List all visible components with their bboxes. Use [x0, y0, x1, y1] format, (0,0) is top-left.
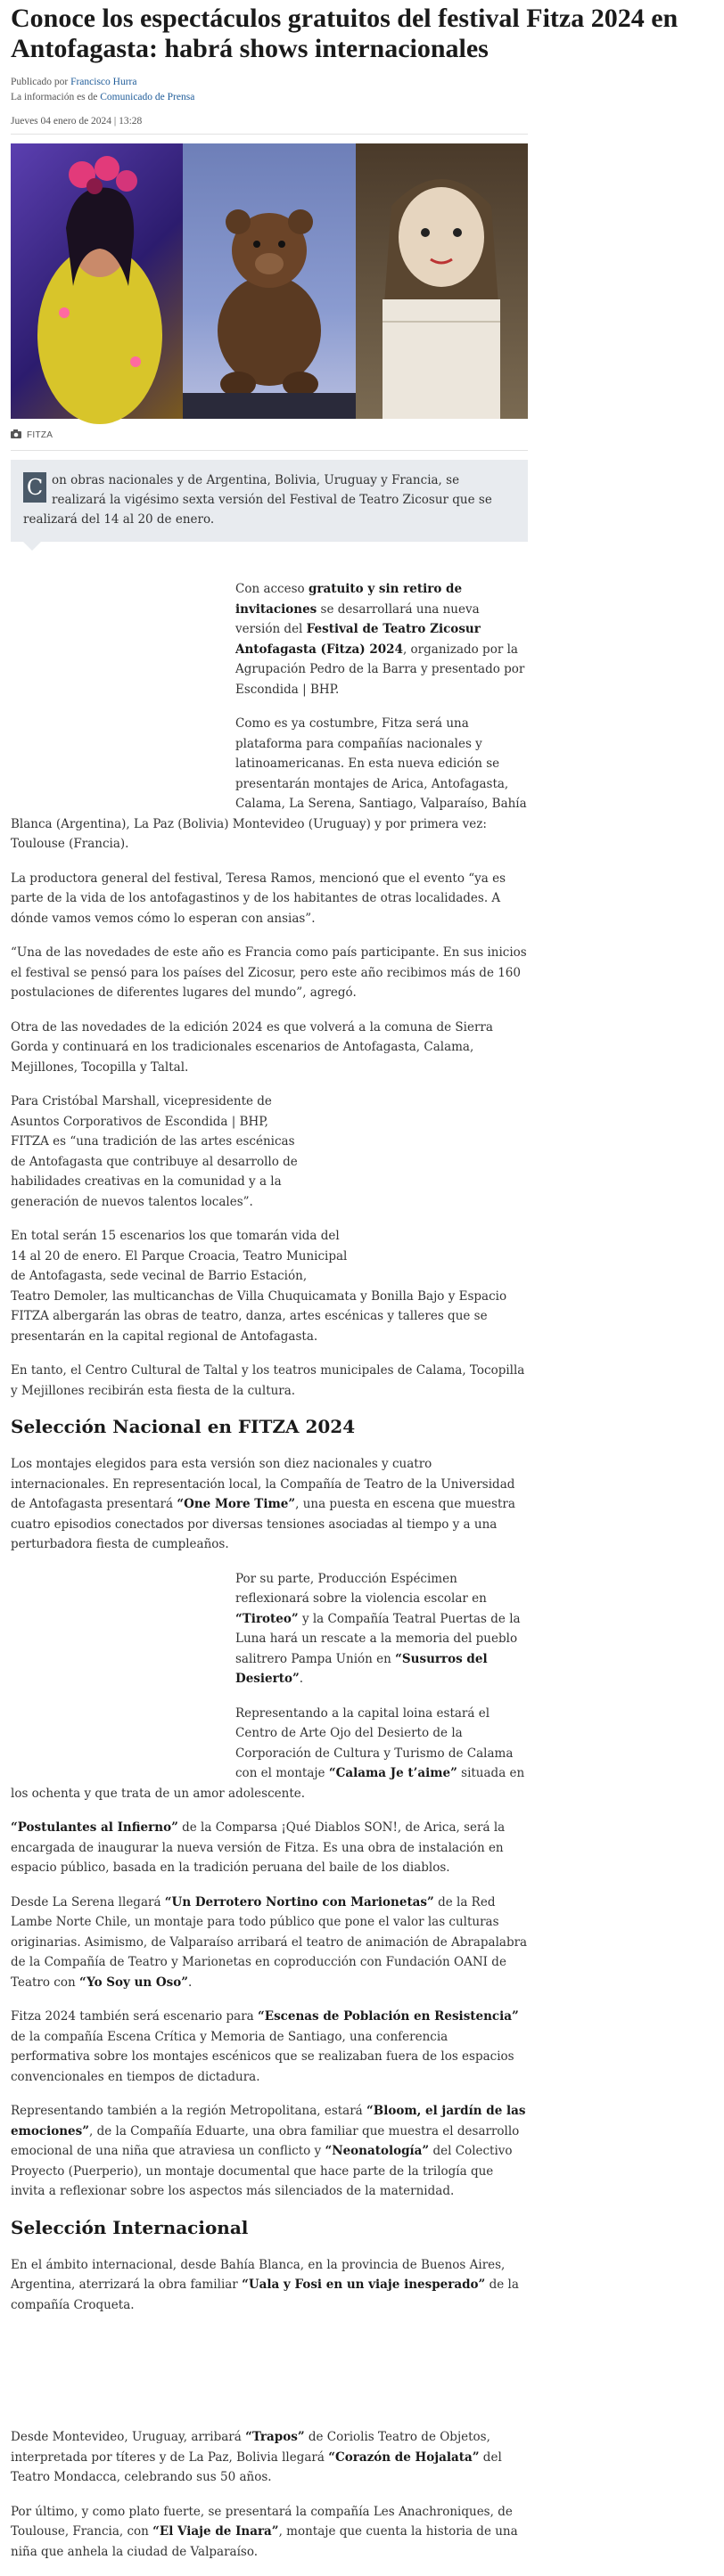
doll-illustration	[356, 143, 528, 419]
paragraph-9: Los montajes elegidos para esta versión son diez nacionales y cuatro internacionales. En representación local, la Compañía de Teatro de la Universidad de Antofagasta presentará “One More Time”, una puesta en escena que muestra cuatro episodios conectados por diversas tensiones asociadas al tiempo y a una perturbadora fiesta de cumpleaños.	[11, 1457, 515, 1551]
article	[11, 0, 679, 2576]
embed-placeholder	[11, 2329, 528, 2427]
paragraph-8: En tanto, el Centro Cultural de Taltal y los teatros municipales de Calama, Tocopilla y Mejillones recibirán esta fiesta de la cultura.	[11, 1363, 525, 1398]
lead-paragraph	[11, 460, 528, 542]
lead-dropcap: C	[23, 472, 46, 503]
source-line	[11, 90, 528, 105]
paragraph-3: La productora general del festival, Teresa Ramos, mencionó que el evento “ya es parte de la vida de los antofagastinos y de los habitantes de otras localidades. A dónde vamos vemos cómo lo esperan con ansias”.	[11, 871, 506, 926]
caption-text: FITZA	[27, 430, 53, 440]
article-photo[interactable]	[11, 143, 528, 419]
paragraph-5: Otra de las novedades de la edición 2024 es que volverá a la comuna de Sierra Gorda y continuará en los tradicionales escenarios de Antofagasta, Calama, Mejillones, Tocopilla y Taltal.	[11, 1019, 493, 1075]
paragraph-14: Fitza 2024 también será escenario para “Escenas de Población en Resistencia” de la compañía Escena Crítica y Memoria de Santiago, una conferencia performativa sobre los montajes escénicos que se realizaban fuera de los espacios convencionales en tiempos de dictadura.	[11, 2009, 519, 2084]
paragraph-11: Representando a la capital loina estará el Centro de Arte Ojo del Desierto de la Corporación de Cultura y Turismo de Calama con el montaje “Calama Je t’aime” situada en los ochenta y que trata de un amor adolescente.	[11, 1705, 525, 1801]
publish-date: Jueves 04 enero de 2024 | 13:28	[11, 116, 528, 135]
paragraph-7: En total serán 15 escenarios los que tomarán vida del 14 al 20 de enero. El Parque Croacia, Teatro Municipal de Antofagasta, sede vecinal de Barrio Estación, Teatro Demoler, las multicanchas de Villa Chuquicamata y Bonilla Bajo y Espacio FITZA albergarán las obras de teatro, danza, artes escénicas y talleres que se presentarán en la capital regional de Antofagasta.	[11, 1229, 507, 1344]
paragraph-17: Desde Montevideo, Uruguay, arribará “Trapos” de Coriolis Teatro de Objetos, interpretada por títeres y de La Paz, Bolivia llegará “Corazón de Hojalata” del Teatro Mondacca, celebrando sus 50 años.	[11, 2430, 502, 2484]
bear-illustration	[183, 143, 356, 419]
photo-panel-bear	[183, 143, 356, 419]
photo-caption	[11, 429, 528, 451]
paragraph-6: Para Cristóbal Marshall, vicepresidente de Asuntos Corporativos de Escondida | BHP, FITZA es “una tradición de las artes escénicas de Antofagasta que contribuye al desarrollo de habilidades creativas en la comunidad y a la generación de nuevos talentos locales”.	[11, 1094, 298, 1209]
source-prefix: La información es de	[11, 92, 101, 102]
published-prefix: Publicado por	[11, 77, 71, 87]
paragraph-13: Desde La Serena llegará “Un Derrotero Nortino con Marionetas” de la Red Lambe Norte Chile, un montaje para todo público que pone el valor las culturas originarias. Asimismo, de Valparaíso arribará el teatro de animación de Abrapalabra de la Compañía de Teatro y Marionetas en coproducción con Fundación OANI de Teatro con “Yo Soy un Oso”.	[11, 1894, 528, 1990]
paragraph-15: Representando también a la región Metropolitana, estará “Bloom, el jardín de las emociones”, de la Compañía Eduarte, una obra familiar que muestra el desarrollo emocional de una niña que atraviesa un conflicto y “Neonatología” del Colectivo Proyecto (Puerperio), un montaje documental que hace parte de la trilogía que invita a reflexionar sobre los aspectos más silenciados de la maternidad.	[11, 2104, 526, 2198]
lead-text: on obras nacionales y de Argentina, Bolivia, Uruguay y Francia, se realizará la vigésimo sexta versión del Festival de Teatro Zicosur que se realizará del 14 al 20 de enero.	[23, 473, 492, 527]
source-link[interactable]: Comunicado de Prensa	[100, 92, 195, 102]
byline	[11, 75, 528, 90]
author-link[interactable]: Francisco Hurra	[70, 77, 137, 87]
paragraph-1: Con acceso gratuito y sin retiro de invitaciones se desarrollará una nueva versión del Festival de Teatro Zicosur Antofagasta (Fitza) 2024, organizado por la Agrupación Pedro de la Barra y presentado por Escondida | BHP.	[235, 582, 525, 697]
heading-seleccion-internacional: Selección Internacional	[11, 2216, 249, 2238]
paragraph-18: Por último, y como plato fuerte, se presentará la compañía Les Anachroniques, de Toulouse, Francia, con “El Viaje de Inara”, montaje que cuenta la historia de una niña que anhela la ciudad de Valparaíso.	[11, 2504, 518, 2559]
paragraph-2: Como es ya costumbre, Fitza será una plataforma para compañías nacionales y latinoamericanas. En esta nueva edición se presentarán montajes de Arica, Antofagasta, Calama, La Serena, Santiago, Valparaíso, Bahía Blanca (Argentina), La Paz (Bolivia) Montevideo (Uruguay) y por primera vez: Toulouse (Francia).	[11, 716, 527, 851]
paragraph-10: Por su parte, Producción Espécimen reflexionará sobre la violencia escolar en “Tiroteo” y la Compañía Teatral Puertas de la Luna hará un rescate a la memoria del pueblo salitrero Pampa Unión en “Susurros del Desierto”.	[235, 1571, 521, 1686]
photo-panel-doll	[356, 143, 528, 419]
paragraph-12: “Postulantes al Infierno” de la Comparsa ¡Qué Diablos SON!, de Arica, será la encargada de inaugurar la nueva versión de Fitza. Es una obra de instalación en espacio público, basada en la tradición peruana del baile de los diablos.	[11, 1820, 506, 1875]
paragraph-16: En el ámbito internacional, desde Bahía Blanca, en la provincia de Buenos Aires, Argentina, aterrizará la obra familiar “Uala y Fosi en un viaje inesperado” de la compañía Croqueta.	[11, 2257, 519, 2312]
performer-illustration	[11, 143, 183, 419]
article-title: Conoce los espectáculos gratuitos del festival Fitza 2024 en Antofagasta: habrá shows internacionales	[11, 4, 679, 63]
photo-panel-performer	[11, 143, 183, 419]
heading-seleccion-nacional: Selección Nacional en FITZA 2024	[11, 1416, 356, 1437]
paragraph-4: “Una de las novedades de este año es Francia como país participante. En sus inicios el festival se pensó para los países del Zicosur, pero este año recibimos más de 160 postulaciones de diferentes lugares del mundo”, agregó.	[11, 945, 527, 1000]
camera-icon	[11, 429, 21, 441]
